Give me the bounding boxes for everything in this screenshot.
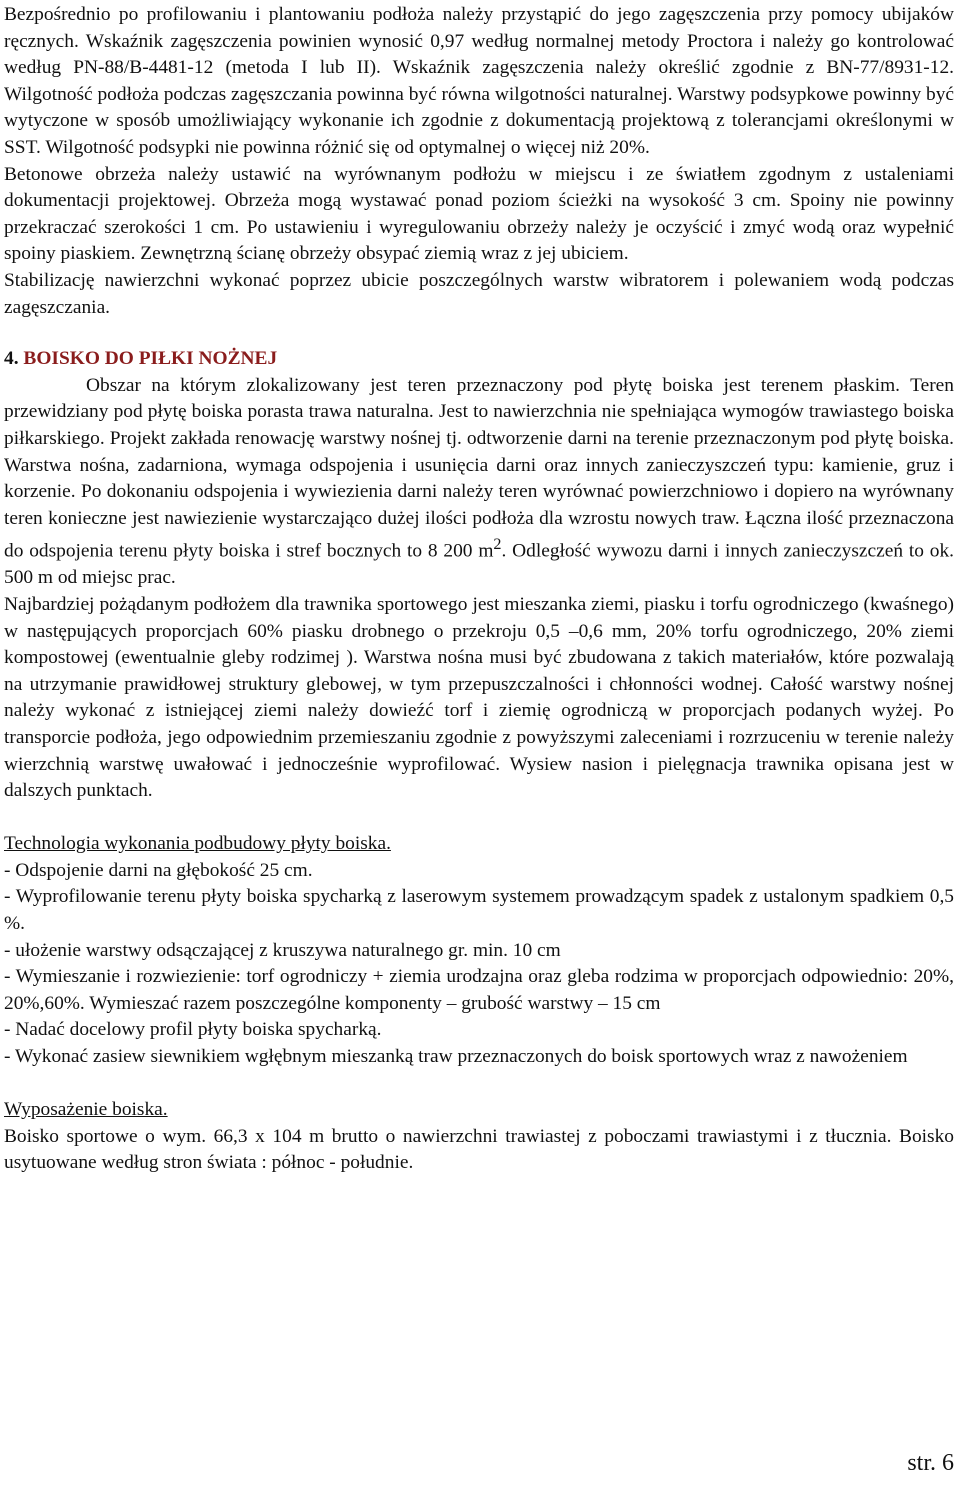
superscript: 2 bbox=[493, 536, 502, 554]
equipment-text: Boisko sportowe o wym. 66,3 x 104 m brutto o nawierzchni trawiastej z poboczami trawiastymi i z tłucznia. Boisko usytuowane według stron świata : północ - południe. bbox=[4, 1125, 954, 1174]
list-item: - Wymieszanie i rozwiezienie: torf ogrodniczy + ziemia urodzajna oraz gleba rodzima w proporcjach odpowiednio: 20%, 20%,60%. Wymieszać razem poszczególne komponenty – grubość warstwy – 15 cm bbox=[4, 966, 954, 1014]
list-item: - ułożenie warstwy odsączającej z kruszywa naturalnego gr. min. 10 cm bbox=[4, 939, 561, 961]
list-item: - Wyprofilowanie terenu płyty boiska spycharką z laserowym systemem prowadzącym spadek z ustalonym spadkiem 0,5 %. bbox=[4, 886, 954, 935]
spacer bbox=[4, 1071, 954, 1098]
paragraph-substrate: Najbardziej pożądanym podłożem dla trawnika sportowego jest mieszanka ziemi, piasku i torfu ogrodniczego (kwaśnego) w następujących proporcjach 60% piasku drobnego o przekroju 0,5 –0,6 mm, 20% torfu ogrodniczego, 20% ziemi kompostowej (ewentualnie gleby rodzimej ). Warstwa nośna musi być zbudowana z takich materiałów, które pozwalają na utrzymanie prawidłowej struktury glebowej, w tym przepuszczalności i chłonności wodnej. Całość warstwy nośnej należy wykonać z istniejącej ziemi należy dowieźć torf i ziemię ogrodniczą w proporcjach podanych wyżej. Po transporcie podłoża, jego odpowiednim przemieszaniu zgodnie z powyższymi zaleceniami i rozrzuceniu w terenie należy wierzchnią warstwę uwałować i jednocześnie wyprofilować. Wysiew nasion i pielęgnacja trawnika opisana jest w dalszych punktach. bbox=[4, 593, 954, 802]
field-description-end: . Odległość wywozu darni i innych zanieczyszczeń to ok. 500 m od miejsc prac. bbox=[4, 540, 954, 589]
list-item: - Nadać docelowy profil płyty boiska spycharką. bbox=[4, 1019, 382, 1041]
section-heading bbox=[4, 346, 954, 373]
spacer bbox=[4, 805, 954, 832]
list-item: - Odspojenie darni na głębokość 25 cm. bbox=[4, 859, 313, 881]
page-number: str. 6 bbox=[907, 1450, 954, 1476]
technology-list bbox=[4, 858, 954, 1071]
paragraph-stabilization: Stabilizację nawierzchni wykonać poprzez ubicie poszczególnych warstw wibratorem i polewaniem wodą podczas zagęszczania. bbox=[4, 269, 954, 318]
list-item: - Wykonać zasiew siewnikiem wgłębnym mieszanką traw przeznaczonych do boisk sportowych wraz z nawożeniem bbox=[4, 1046, 908, 1068]
technology-title: Technologia wykonania podbudowy płyty boiska. bbox=[4, 833, 391, 855]
field-description-text: Obszar na którym zlokalizowany jest teren przeznaczony pod płytę boiska jest terenem płaskim. Teren przewidziany pod płytę boiska porasta trawa naturalna. Jest to nawierzchnia nie spełniająca wymogów trawiastego boiska piłkarskiego. Projekt zakłada renowację warstwy nośnej tj. odtworzenie darni na terenie przeznaczonym pod płytę boiska. Warstwa nośna, zadarniona, wymaga odspojenia i usunięcia darni oraz innych zanieczyszczeń typu: kamienie, gruz i korzenie. Po dokonaniu odspojenia i wywiezienia darni należy teren wyrównać powierzchniowo i dopiero na wyrównany teren konieczne jest nawiezienie wystarczająco dużej ilości podłoża dla wzrostu nowych traw. Łączna ilość przeznaczona do odspojenia terenu płyty boiska i stref bocznych to 8 200 m bbox=[4, 374, 954, 562]
section-title: BOISKO DO PIŁKI NOŻNEJ bbox=[23, 348, 278, 370]
paragraph-curbs: Betonowe obrzeża należy ustawić na wyrównanym podłożu w miejscu i ze światłem zgodnym z ustaleniami dokumentacji projektowej. Obrzeża mogą wystawać ponad poziom ścieżki na wysokość 3 cm. Spoiny nie powinny przekraczać szerokości 1 cm. Po ustawieniu i wyregulowaniu obrzeży należy je oczyścić i zmyć wodą oraz wypełnić spoiny piaskiem. Zewnętrzną ścianę obrzeży obsypać ziemią wraz z jej ubiciem. bbox=[4, 163, 954, 265]
section-number: 4. bbox=[4, 348, 19, 370]
paragraph-compaction: Bezpośrednio po profilowaniu i plantowaniu podłoża należy przystąpić do jego zagęszczenia przy pomocy ubijaków ręcznych. Wskaźnik zagęszczenia powinien wynosić 0,97 według normalnej metody Proctora i należy go kontrolować według PN-88/B-4481-12 (metoda I lub II). Wskaźnik zagęszczenia należy określić zgodnie z BN-77/8931-12. Wilgotność podłoża podczas zagęszczania powinna być równa wilgotności naturalnej. Warstwy podsypkowe powinny być wytyczone w sposób umożliwiający wykonanie ich zgodnie z dokumentacją projektową z tolerancjami określonymi w SST. Wilgotność podsypki nie powinna różnić się od optymalnej o więcej niż 20%. bbox=[4, 4, 954, 158]
equipment-title: Wyposażenie boiska. bbox=[4, 1099, 168, 1121]
paragraph-field-description bbox=[4, 373, 954, 592]
